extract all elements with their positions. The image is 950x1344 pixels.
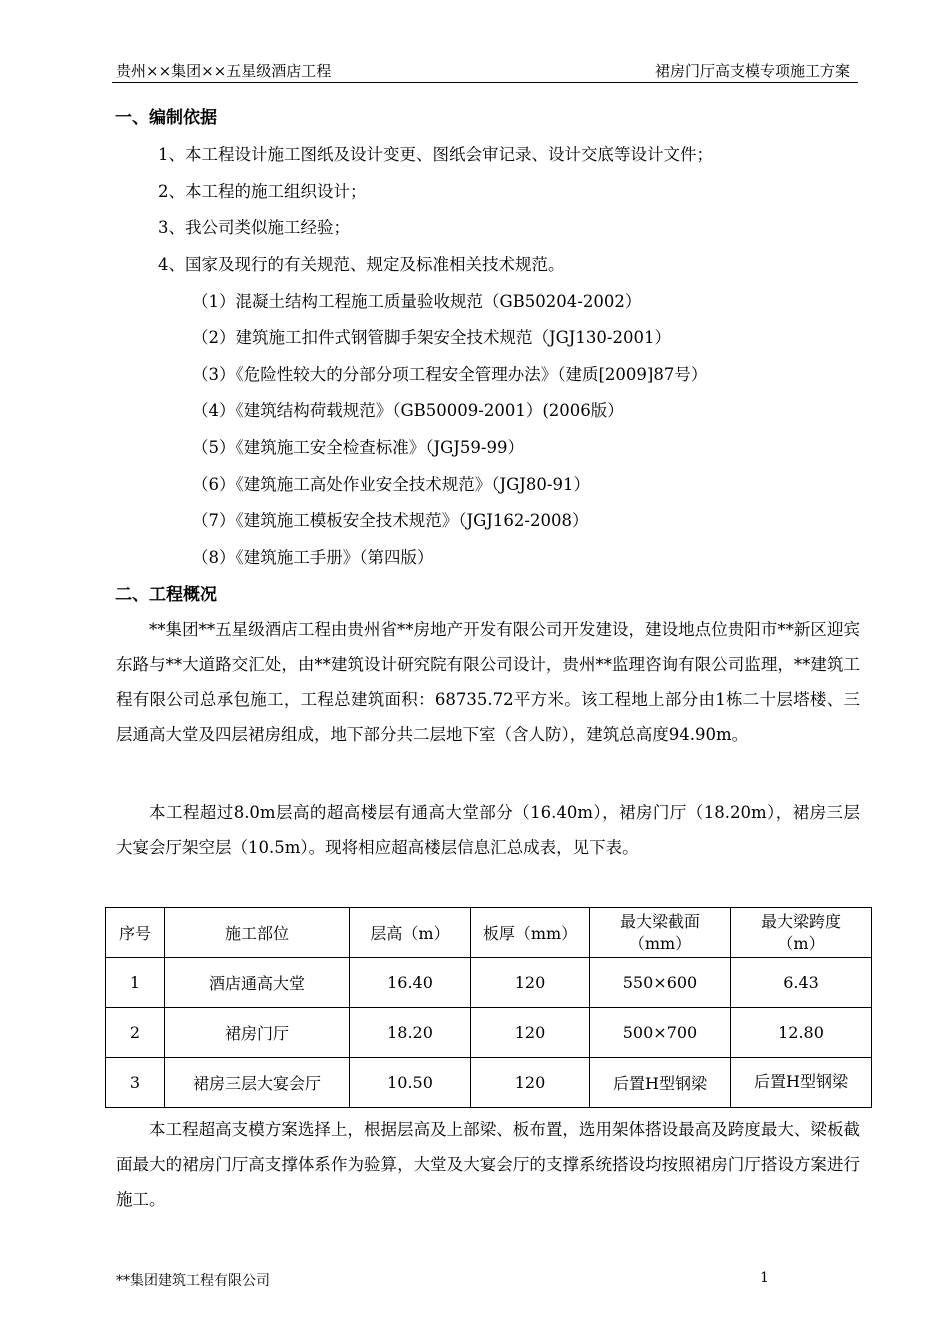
spec-item-2: （2）建筑施工扣件式钢管脚手架安全技术规范（JGJ130-2001） xyxy=(192,328,671,347)
overview-paragraph xyxy=(116,612,860,752)
table-header-row xyxy=(106,908,872,958)
floor-info-table xyxy=(105,907,872,1108)
cell-beam-span: 12.80 xyxy=(731,1008,872,1058)
cell-location: 裙房门厅 xyxy=(165,1008,350,1058)
basis-item-4: 4、国家及现行的有关规范、规定及标准相关技术规范。 xyxy=(158,255,565,274)
spec-item-3: （3）《危险性较大的分部分项工程安全管理办法》（建质[2009]87号） xyxy=(192,365,708,384)
header-left: 贵州××集团××五星级酒店工程 xyxy=(116,62,332,80)
cell-beam-section: 500×700 xyxy=(590,1008,731,1058)
basis-item-2: 2、本工程的施工组织设计； xyxy=(158,182,367,201)
scheme-text: 本工程超高支模方案选择上，根据层高及上部梁、板布置，选用架体搭设最高及跨度最大、梁板截面最大的裙房门厅高支撑体系作为验算，大堂及大宴会厅的支撑系统搭设均按照裙房门厅搭设方案进行施工。 xyxy=(116,1120,860,1209)
cell-beam-section: 后置H型钢梁 xyxy=(590,1058,731,1108)
spec-item-8: （8）《建筑施工手册》（第四版） xyxy=(192,548,434,567)
page-number: 1 xyxy=(760,1270,769,1286)
scope-text: 本工程超过8.0m层高的超高楼层有通高大堂部分（16.40m），裙房门厅（18.20m），裙房三层大宴会厅架空层（10.5m）。现将相应超高楼层信息汇总成表，见下表。 xyxy=(116,803,860,857)
header-right: 裙房门厅高支模专项施工方案 xyxy=(654,62,850,80)
header-rule xyxy=(112,82,858,83)
th-height: 层高（m） xyxy=(350,908,471,958)
cell-height: 10.50 xyxy=(350,1058,471,1108)
spec-item-7: （7）《建筑施工模板安全技术规范》（JGJ162-2008） xyxy=(192,511,589,530)
th-beam-span: 最大梁跨度 （m） xyxy=(731,908,872,958)
cell-location: 裙房三层大宴会厅 xyxy=(165,1058,350,1108)
spec-item-1: （1）混凝土结构工程施工质量验收规范（GB50204-2002） xyxy=(192,292,642,311)
cell-beam-span-wrapper xyxy=(731,1058,872,1108)
cell-thickness: 120 xyxy=(471,1058,590,1108)
basis-item-1: 1、本工程设计施工图纸及设计变更、图纸会审记录、设计交底等设计文件； xyxy=(158,145,713,164)
table-row xyxy=(106,958,872,1008)
cell-height: 18.20 xyxy=(350,1008,471,1058)
section1-title: 一、编制依据 xyxy=(115,108,217,128)
cell-thickness: 120 xyxy=(471,958,590,1008)
cell-index: 3 xyxy=(106,1058,165,1108)
section2-title: 二、工程概况 xyxy=(115,585,217,605)
spec-item-5: （5）《建筑施工安全检查标准》（JGJ59-99） xyxy=(192,438,524,457)
table-row xyxy=(106,1008,872,1058)
cell-beam-span: 后置H型钢梁 xyxy=(754,1072,848,1091)
cell-thickness: 120 xyxy=(471,1008,590,1058)
cell-index: 2 xyxy=(106,1008,165,1058)
cell-beam-span: 6.43 xyxy=(731,958,872,1008)
cell-index: 1 xyxy=(106,958,165,1008)
th-thickness: 板厚（mm） xyxy=(471,908,590,958)
cell-location: 酒店通高大堂 xyxy=(165,958,350,1008)
footer-company: **集团建筑工程有限公司 xyxy=(116,1273,270,1289)
scope-paragraph xyxy=(116,795,860,865)
th-index: 序号 xyxy=(106,908,165,958)
th-beam-section: 最大梁截面 （mm） xyxy=(590,908,731,958)
cell-beam-section: 550×600 xyxy=(590,958,731,1008)
spec-item-4: （4）《建筑结构荷载规范》（GB50009-2001）(2006版） xyxy=(192,401,624,420)
cell-height: 16.40 xyxy=(350,958,471,1008)
scheme-paragraph xyxy=(116,1112,860,1217)
spec-item-6: （6）《建筑施工高处作业安全技术规范》（JGJ80-91） xyxy=(192,475,590,494)
th-location: 施工部位 xyxy=(165,908,350,958)
basis-item-3: 3、我公司类似施工经验； xyxy=(158,218,350,237)
table-row xyxy=(106,1058,872,1108)
overview-text: **集团**五星级酒店工程由贵州省**房地产开发有限公司开发建设，建设地点位贵阳市**新区迎宾东路与**大道路交汇处，由**建筑设计研究院有限公司设计，贵州**监理咨询有限公司监理，**建筑工程有限公司总承包施工，工程总建筑面积：68735.72平方米。该工程地上部分由1栋二十层塔楼、三层通高大堂及四层裙房组成，地下部分共二层地下室（含人防），建筑总高度94.90m。 xyxy=(116,620,860,744)
